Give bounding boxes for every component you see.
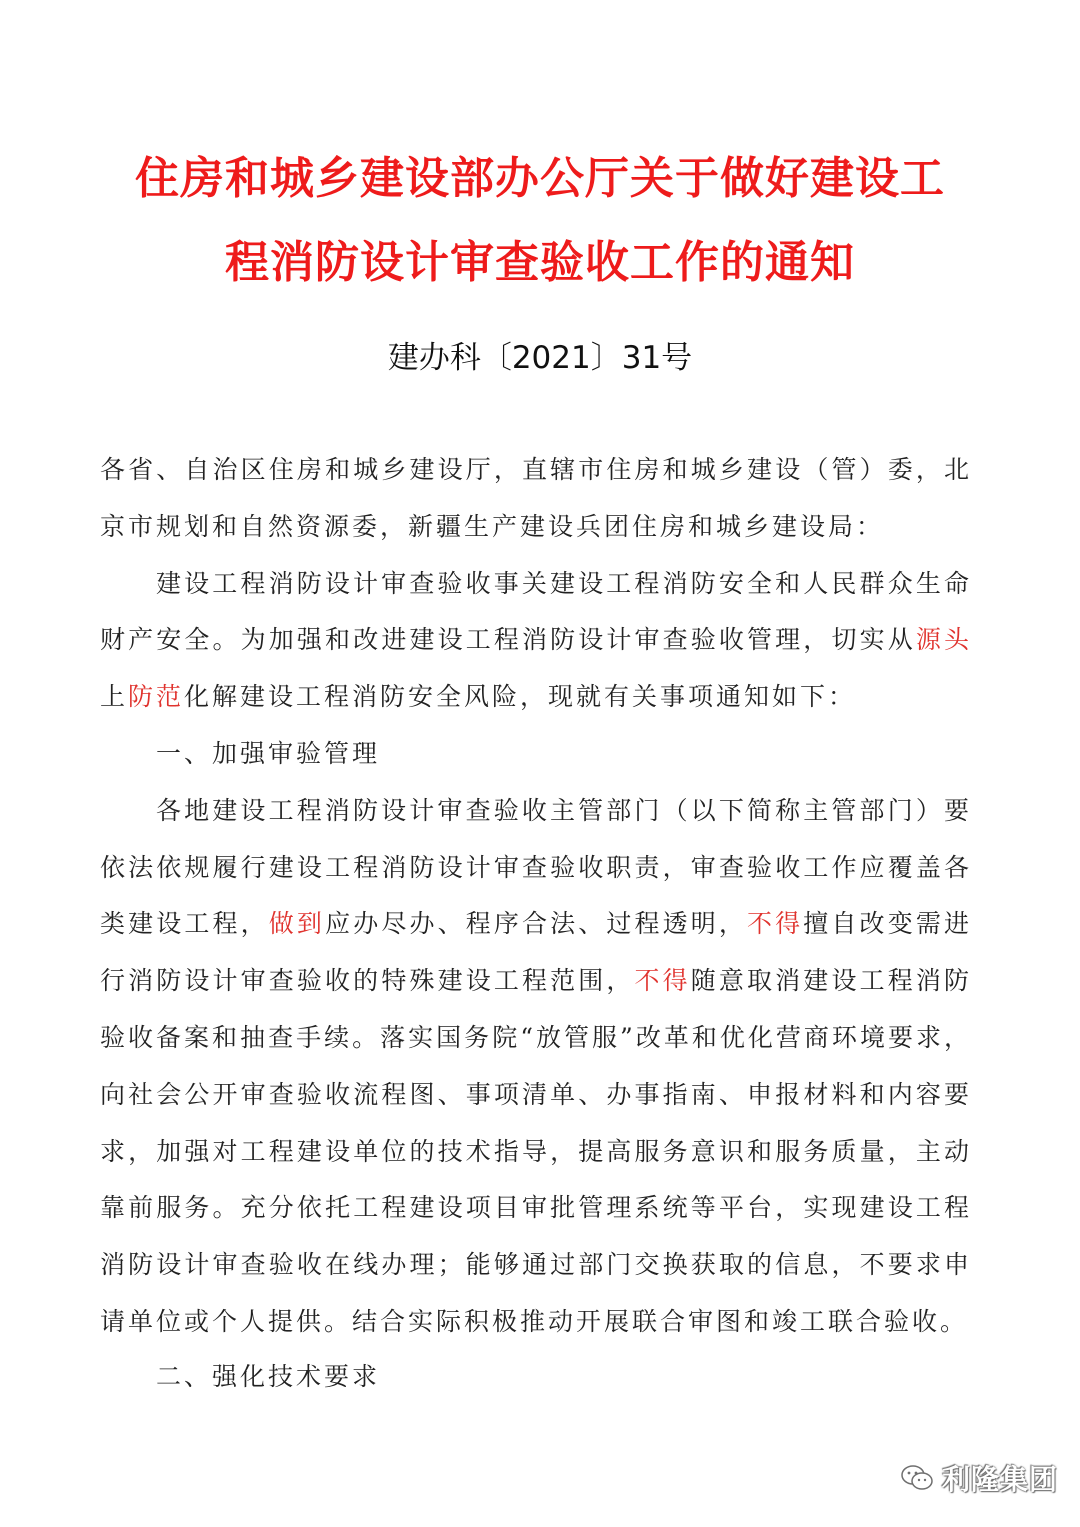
- section-1-text-d: 随意取消建设工程消防验收备案和抽查手续。落实国务院“放管服”改革和优化营商环境要求，向社会公开审查验收流程图、事项清单、办事指南、申报材料和内容要求，加强对工程建设单位的技术指导，提高服务意识和服务质量，主动靠前服务。充分依托工程建设项目审批管理系统等平台，实现建设工程消防设计审查验收在线办理；能够通过部门交换获取的信息，不要求申请单位或个人提供。结合实际积极推动开展联合审图和竣工联合验收。: [100, 966, 972, 1336]
- document-body: [100, 442, 972, 1351]
- section-1-paragraph: [100, 783, 972, 1351]
- intro-text-c: 化解建设工程消防安全风险，现就有关事项通知如下：: [184, 682, 857, 712]
- section-1-text-a: 各地建设工程消防设计审查验收主管部门（以下简称主管部门）要依法依规履行建设工程消防设计审查验收职责，审查验收工作应覆盖各类建设工程，: [100, 795, 972, 939]
- intro-text-a: 建设工程消防设计审查验收事关建设工程消防安全和人民群众生命财产安全。为加强和改进建设工程消防设计审查验收管理，切实从: [100, 568, 972, 655]
- recipients-paragraph: 各省、自治区住房和城乡建设厅，直辖市住房和城乡建设（管）委，北京市规划和自然资源委，新疆生产建设兵团住房和城乡建设局：: [100, 455, 972, 541]
- watermark-text: 利隆集团: [942, 1463, 1059, 1496]
- document-title-line-1: 住房和城乡建设部办公厅关于做好建设工: [135, 153, 945, 204]
- watermark: [900, 1458, 1058, 1498]
- highlight-source: 源头: [915, 625, 972, 655]
- highlight-must-not-1: 不得: [747, 909, 804, 939]
- highlight-achieve: 做到: [268, 909, 326, 939]
- wechat-icon: [900, 1464, 934, 1492]
- section-heading-2: 二、强化技术要求: [156, 1362, 381, 1391]
- section-heading-1: 一、加强审验管理: [156, 738, 381, 768]
- document-number: 建办科〔2021〕31号: [387, 340, 693, 376]
- section-1-text-c: 擅自改变需进行消防设计审查验收的特殊建设工程范围，: [100, 909, 972, 996]
- intro-paragraph: [100, 556, 972, 726]
- highlight-must-not-2: 不得: [634, 966, 691, 996]
- intro-text-b: 上: [100, 682, 129, 712]
- document-title-line-2: 程消防设计审查验收工作的通知: [225, 237, 855, 288]
- highlight-prevent: 防范: [128, 682, 185, 712]
- section-1-text-b: 应办尽办、程序合法、过程透明，: [325, 909, 748, 939]
